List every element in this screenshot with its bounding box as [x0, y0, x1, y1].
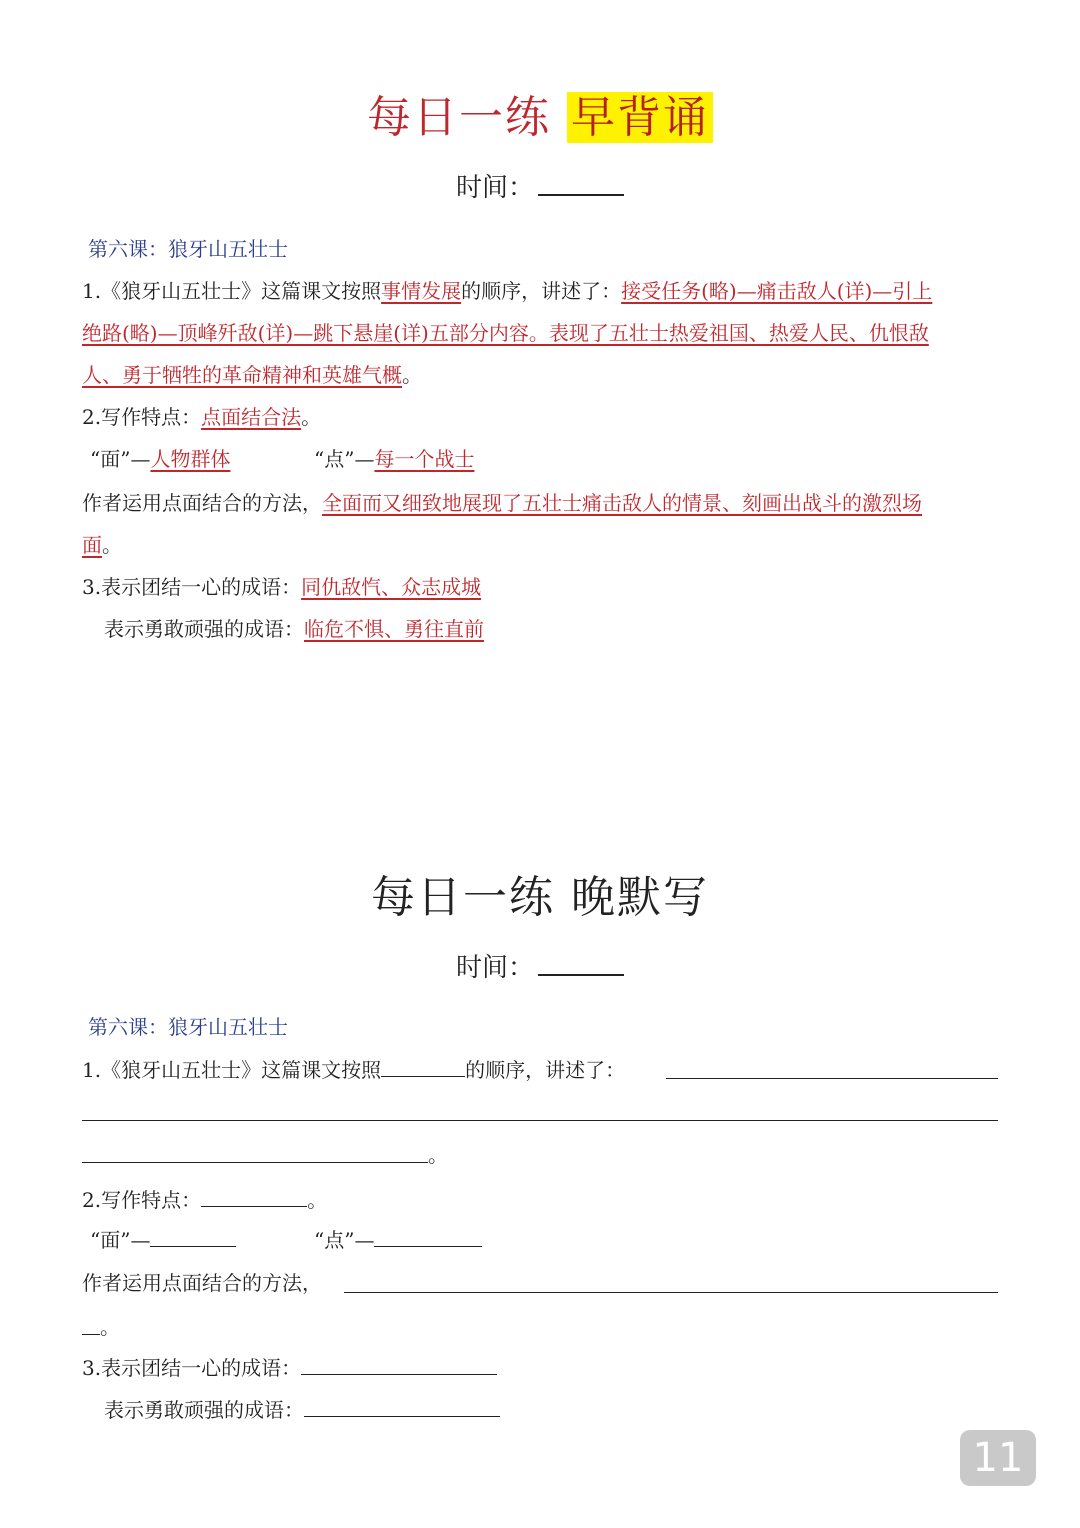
morning-q1-line2	[82, 318, 929, 348]
morning-method-line1	[82, 488, 922, 518]
evening-q3b	[104, 1394, 500, 1425]
evening-time-label: 时间：	[455, 953, 534, 983]
morning-q1-answer-part2: 绝路(略)—顶峰歼敌(详)—跳下悬崖(详)五部分内容。表现了五壮士热爱祖国、热爱人民、仇恨敌	[82, 321, 929, 345]
evening-q2-blank[interactable]	[201, 1184, 307, 1207]
evening-method-label: 作者运用点面结合的方法，	[82, 1271, 322, 1295]
morning-q2-end: 。	[301, 405, 322, 429]
morning-q3a-answer: 同仇敌忾、众志成城	[301, 575, 482, 599]
morning-mian-label: “面”—	[90, 447, 151, 471]
evening-q1-blank-order[interactable]	[381, 1054, 465, 1077]
morning-method-line2	[82, 530, 122, 560]
evening-method-blank-1[interactable]	[344, 1292, 998, 1293]
morning-q1-mid: 的顺序，讲述了：	[461, 279, 622, 303]
evening-q3a-label: 3.表示团结一心的成语：	[82, 1356, 302, 1380]
evening-q1-end: 。	[428, 1143, 448, 1167]
morning-title-highlight: 早背诵	[567, 92, 713, 143]
evening-title: 每日一练 晚默写	[371, 872, 709, 923]
evening-mian-blank[interactable]	[150, 1224, 236, 1247]
evening-q3a	[82, 1352, 497, 1383]
morning-time-blank	[538, 172, 624, 196]
evening-q1-blank-content-1[interactable]	[666, 1078, 998, 1079]
morning-q3a-label: 3.表示团结一心的成语：	[82, 575, 302, 599]
page-number-badge: 11	[960, 1430, 1036, 1486]
evening-q1-line1	[82, 1054, 625, 1085]
morning-q3b-answer: 临危不惧、勇往直前	[304, 617, 484, 641]
morning-lesson: 第六课：狼牙山五壮士	[88, 237, 288, 261]
morning-q1-answer-order: 事情发展	[381, 279, 462, 303]
evening-dian-label: “点”—	[314, 1228, 375, 1252]
morning-q1-prefix: 1.《狼牙山五壮士》这篇课文按照	[82, 279, 382, 303]
morning-mian	[90, 444, 230, 474]
evening-q2-label: 2.写作特点：	[82, 1188, 202, 1212]
morning-q2	[82, 402, 321, 432]
morning-q1-answer-part3: 人、勇于牺牲的革命精神和英雄气概	[82, 363, 402, 387]
morning-q3b-label: 表示勇敢顽强的成语：	[104, 617, 304, 641]
morning-q1-end: 。	[402, 363, 422, 387]
evening-q2-end: 。	[307, 1188, 328, 1212]
evening-method-end: 。	[100, 1315, 120, 1339]
morning-method-answer-part1: 全面而又细致地展现了五壮士痛击敌人的情景、刻画出战斗的激烈场	[322, 491, 922, 515]
morning-title-prefix: 每日一练	[367, 92, 551, 143]
evening-dian-blank[interactable]	[374, 1224, 482, 1247]
morning-time-label: 时间：	[455, 173, 534, 203]
morning-q3a	[82, 572, 481, 602]
evening-q3a-blank[interactable]	[301, 1352, 497, 1375]
evening-q1-blank-content-2[interactable]	[82, 1120, 998, 1121]
evening-mian	[90, 1224, 236, 1255]
morning-q1-line3	[82, 360, 422, 390]
morning-title	[0, 88, 1080, 148]
morning-time-row	[0, 168, 1080, 208]
evening-q3b-blank[interactable]	[304, 1394, 500, 1417]
evening-dian	[314, 1224, 482, 1255]
morning-method-label: 作者运用点面结合的方法，	[82, 491, 322, 515]
evening-lesson: 第六课：狼牙山五壮士	[88, 1015, 288, 1039]
morning-method-end: 。	[102, 533, 122, 557]
evening-method-line1	[82, 1268, 322, 1298]
evening-q1-blank-content-3[interactable]	[82, 1162, 428, 1163]
morning-q1-answer-part1: 接受任务(略)—痛击敌人(详)—引上	[621, 279, 933, 303]
morning-dian-label: “点”—	[314, 447, 375, 471]
evening-method-blank-2[interactable]	[82, 1334, 100, 1335]
morning-q3b	[104, 614, 484, 644]
evening-mian-label: “面”—	[90, 1228, 151, 1252]
morning-q2-answer: 点面结合法	[201, 405, 302, 429]
evening-q3b-label: 表示勇敢顽强的成语：	[104, 1398, 304, 1422]
evening-q1-mid: 的顺序，讲述了：	[465, 1058, 626, 1082]
morning-mian-answer: 人物群体	[150, 447, 231, 471]
evening-time-blank[interactable]	[538, 952, 624, 976]
morning-dian	[314, 444, 474, 474]
morning-q2-label: 2.写作特点：	[82, 405, 202, 429]
evening-time-row	[0, 948, 1080, 988]
evening-q2	[82, 1184, 327, 1215]
morning-dian-answer: 每一个战士	[374, 447, 475, 471]
morning-q1-line1	[82, 276, 932, 306]
evening-q1-prefix: 1.《狼牙山五壮士》这篇课文按照	[82, 1058, 382, 1082]
morning-method-answer-part2: 面	[82, 533, 102, 557]
